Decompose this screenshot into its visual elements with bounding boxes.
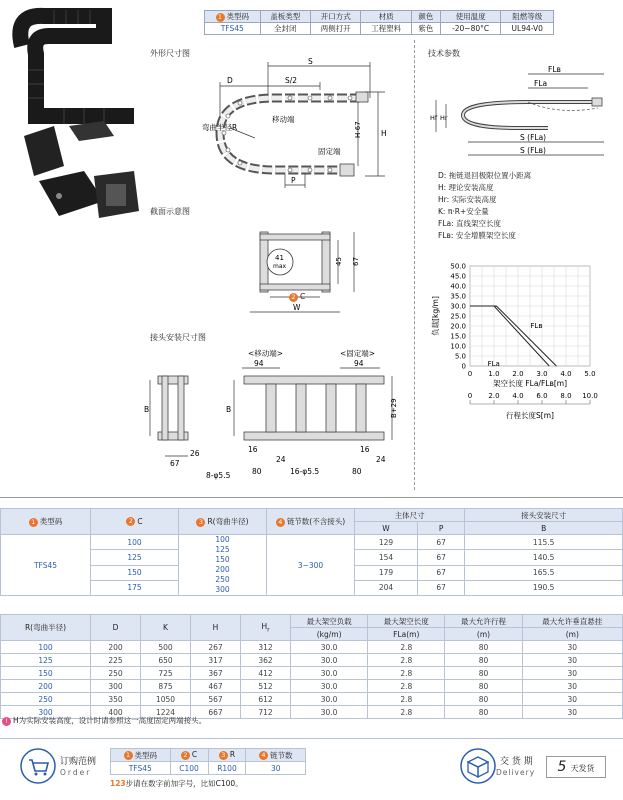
table-cell: 80	[445, 641, 522, 654]
spec-header: 使用温度	[440, 11, 501, 23]
dim-P: P	[291, 176, 296, 185]
x-tick-label: 2.0	[512, 370, 524, 378]
y-tick-label: 0	[461, 362, 466, 371]
dim-S-FLA: S (FLa)	[520, 133, 547, 142]
legend-item: Hr: 实际安装高度	[438, 195, 497, 204]
dim-hole-8: 8-φ5.5	[206, 471, 231, 480]
spec-value: TFS45	[205, 23, 261, 35]
table-cell: 250	[1, 693, 91, 706]
dim-B-left: B	[144, 405, 150, 414]
order-value: R100	[208, 762, 246, 775]
dim-H: H	[381, 129, 387, 138]
t2-unit: (kg/m)	[291, 628, 368, 641]
th-r: 3 R(弯曲半径)	[179, 509, 267, 535]
y-tick-label: 35.0	[450, 292, 466, 301]
table-cell: 30.0	[291, 706, 368, 719]
table-cell: 400	[91, 706, 141, 719]
order-value: TFS45	[111, 762, 171, 775]
table-cell: 875	[141, 680, 191, 693]
cell-p: 67	[417, 550, 464, 565]
table-cell: 317	[191, 654, 241, 667]
table-cell: 225	[91, 654, 141, 667]
tech-section-title: 技术参数	[428, 49, 460, 58]
dim-94-right: 94	[354, 359, 364, 368]
dim-hole-16: 16-φ5.5	[290, 467, 320, 476]
dim-S2: S/2	[285, 76, 298, 85]
legend-item: H: 理论安装高度	[438, 183, 494, 192]
table-cell: 125	[1, 654, 91, 667]
table-row	[1, 654, 623, 667]
legend-item: K: π·R+安全量	[438, 207, 489, 216]
order-table	[110, 748, 306, 775]
t2-unit: (m)	[445, 628, 522, 641]
spec-header-type: 1 类型码	[205, 11, 261, 23]
x-tick-label: 3.0	[536, 370, 548, 378]
y-tick-label: 30.0	[450, 302, 466, 311]
table-cell: 30	[522, 680, 622, 693]
dim-C: 2 C	[289, 292, 305, 302]
table-cell: 2.8	[368, 706, 445, 719]
delivery-title: 交 货 期	[500, 757, 533, 767]
table-cell: 30	[522, 706, 622, 719]
x-tick-label: 1.0	[488, 370, 500, 378]
y-axis-label: 负载[kg/m]	[431, 296, 440, 336]
table-cell: 367	[191, 667, 241, 680]
table-cell: 2.8	[368, 654, 445, 667]
legend-item: FLв: 安全增膜架空长度	[438, 231, 516, 240]
legend-item: FLa: 直线架空长度	[438, 219, 501, 228]
connector-fixed: <固定端>	[340, 349, 376, 358]
spec-value: 紫色	[411, 23, 440, 35]
dim-24-right: 24	[376, 455, 386, 464]
table-cell: 30	[522, 654, 622, 667]
t2-head: 最大架空负载	[291, 615, 368, 628]
t2-head: H	[191, 615, 241, 641]
spec-value: 全封闭	[260, 23, 310, 35]
dim-S: S	[308, 58, 313, 66]
th-b: B	[465, 522, 623, 535]
dim-94-left: 94	[254, 359, 264, 368]
th-p: P	[417, 522, 464, 535]
dim-D: D	[227, 76, 233, 85]
table-row	[1, 680, 623, 693]
table-cell: 150	[1, 667, 91, 680]
cell-type: TFS45	[1, 535, 91, 596]
x-tick-label: 4.0	[560, 370, 572, 378]
cell-links: 3~300	[267, 535, 355, 596]
table-cell: 2.8	[368, 667, 445, 680]
table-cell: 612	[241, 693, 291, 706]
y-tick-label: 15.0	[450, 332, 466, 341]
t2-head: 最大允许垂直悬挂	[522, 615, 622, 628]
table-cell: 725	[141, 667, 191, 680]
spec-header: 盖板类型	[260, 11, 310, 23]
connector-section-title: 接头安装尺寸图	[150, 333, 206, 342]
table-cell: 300	[91, 680, 141, 693]
cable-max-value: 41	[275, 254, 284, 262]
y-tick-label: 25.0	[450, 312, 466, 321]
t2-head: K	[141, 615, 191, 641]
table-cell: 250	[91, 667, 141, 680]
cell-p: 67	[417, 535, 464, 550]
order-value: 30	[246, 762, 306, 775]
spec-table-2	[0, 614, 623, 719]
cell-w: 154	[355, 550, 418, 565]
dim-24-left: 24	[276, 455, 286, 464]
outline-section-title: 外形尺寸图	[150, 49, 190, 58]
table-cell: 80	[445, 667, 522, 680]
table-cell: 30.0	[291, 641, 368, 654]
cell-w: 129	[355, 535, 418, 550]
dim-67: 67	[352, 257, 360, 266]
cell-c: 175	[91, 580, 179, 595]
t2-unit: FLa(m)	[368, 628, 445, 641]
th-type: 1 类型码	[1, 509, 91, 535]
cart-icon	[20, 748, 56, 784]
spec-value: -20~80°C	[440, 23, 501, 35]
order-title: 订购范例	[60, 757, 97, 767]
table-cell: 30	[522, 693, 622, 706]
order-head: 1 类型码	[111, 749, 171, 762]
legend-item: D: 拖链退回极限位置小距离	[438, 171, 532, 180]
x-axis-label: 架空长度 FLa/FLв[m]	[492, 379, 568, 388]
connector-moving: <移动端>	[248, 349, 284, 358]
x2-axis-label: 行程长度S[m]	[506, 411, 554, 420]
table-cell: 30.0	[291, 667, 368, 680]
order-head: 2 C	[170, 749, 208, 762]
y-tick-label: 40.0	[450, 282, 466, 291]
table-cell: 267	[191, 641, 241, 654]
x2-tick-label: 10.0	[582, 392, 598, 400]
order-note: 123步请在数字前加字号，比如C100。	[110, 779, 243, 788]
install-note: ! H为实际安装高度，设计时请参照这一高度固定两端接头。	[2, 715, 206, 726]
table-cell: 2.8	[368, 693, 445, 706]
t2-head: D	[91, 615, 141, 641]
series-label: FLa	[487, 360, 500, 368]
table-cell: 80	[445, 693, 522, 706]
x2-tick-label: 0	[467, 392, 473, 400]
order-value: C100	[170, 762, 208, 775]
cell-c: 125	[91, 550, 179, 565]
dim-FLB: FLв	[548, 65, 561, 74]
table-row	[1, 641, 623, 654]
moving-end-label: 移动端	[272, 115, 295, 124]
dim-B-main: B	[226, 405, 232, 414]
table-cell: 467	[191, 680, 241, 693]
dim-80-left: 80	[252, 467, 262, 476]
t2-head: $H_r$	[241, 615, 291, 641]
spec-value: UL94-V0	[501, 23, 554, 35]
table-cell: 567	[191, 693, 241, 706]
cell-c: 100	[91, 535, 179, 550]
table-cell: 200	[1, 680, 91, 693]
cable-max-unit: max	[273, 263, 287, 270]
dim-H67: H-67	[354, 121, 362, 138]
cell-w: 179	[355, 565, 418, 580]
x2-tick-label: 6.0	[536, 392, 548, 400]
table-cell: 1050	[141, 693, 191, 706]
table-cell: 80	[445, 680, 522, 693]
cell-p: 67	[417, 565, 464, 580]
th-body: 主体尺寸	[355, 509, 465, 522]
delivery-badge: 5 天发货	[546, 756, 606, 778]
spec-header: 材质	[361, 11, 411, 23]
table-cell: 667	[191, 706, 241, 719]
y-tick-label: 20.0	[450, 322, 466, 331]
y-tick-label: 45.0	[450, 272, 466, 281]
dim-FLA: FLa	[534, 79, 548, 88]
dim-16-right: 16	[360, 445, 370, 454]
y-tick-label: 50.0	[450, 262, 466, 271]
table-cell: 362	[241, 654, 291, 667]
x2-tick-label: 2.0	[488, 392, 500, 400]
th-connector: 接头安装尺寸	[465, 509, 623, 522]
cell-c: 150	[91, 565, 179, 580]
table-cell: 500	[141, 641, 191, 654]
series-label: FLв	[530, 322, 543, 330]
t2-unit: (m)	[522, 628, 622, 641]
spec-header: 阻燃等级	[501, 11, 554, 23]
dim-80-right: 80	[352, 467, 362, 476]
cell-w: 204	[355, 580, 418, 595]
th-c: 2 C	[91, 509, 179, 535]
cell-r-list: 100 125 150 200 250 300	[179, 535, 267, 596]
x2-tick-label: 8.0	[560, 392, 572, 400]
y-tick-label: 10.0	[450, 342, 466, 351]
cross-section-title: 截面示意图	[150, 207, 190, 216]
t2-head: 最大架空长度	[368, 615, 445, 628]
dim-45: 45	[335, 257, 343, 266]
spec-header: 开口方式	[310, 11, 360, 23]
spec-header: 颜色	[411, 11, 440, 23]
fixed-end-label: 固定端	[318, 147, 341, 156]
table-cell: 30	[522, 667, 622, 680]
cell-b: 140.5	[465, 550, 623, 565]
table-cell: 30.0	[291, 680, 368, 693]
table-row	[1, 667, 623, 680]
table-cell: 1224	[141, 706, 191, 719]
dim-W: W	[293, 303, 301, 312]
table-cell: 80	[445, 706, 522, 719]
th-w: W	[355, 522, 418, 535]
table-row	[1, 693, 623, 706]
bend-radius-label: 弯曲半径R	[202, 123, 238, 132]
cell-p: 67	[417, 580, 464, 595]
dim-Hf: Hf	[430, 114, 438, 122]
order-head: 4 链节数	[246, 749, 306, 762]
table-cell: 100	[1, 641, 91, 654]
x-tick-label: 0	[467, 370, 473, 378]
table-cell: 412	[241, 667, 291, 680]
x2-tick-label: 4.0	[512, 392, 524, 400]
table-cell: 80	[445, 654, 522, 667]
delivery-subtitle: Delivery	[496, 768, 536, 777]
table-cell: 30.0	[291, 693, 368, 706]
t2-head: R(弯曲半径)	[1, 615, 91, 641]
table-cell: 512	[241, 680, 291, 693]
dim-S-FLB: S (FLв)	[520, 146, 546, 155]
th-links: 4 链节数(不含接头)	[267, 509, 355, 535]
dim-Hr: Hr	[440, 114, 448, 122]
t2-head: 最大允许行程	[445, 615, 522, 628]
order-subtitle: Order	[60, 768, 92, 777]
table-cell: 312	[241, 641, 291, 654]
dim-16-left: 16	[248, 445, 258, 454]
order-head: 3 R	[208, 749, 246, 762]
spec-value: 两侧打开	[310, 23, 360, 35]
table-cell: 350	[91, 693, 141, 706]
delivery-box-icon	[460, 748, 496, 784]
dim-67-conn: 67	[170, 459, 180, 468]
cell-b: 115.5	[465, 535, 623, 550]
dim-26: 26	[190, 449, 200, 458]
main-table	[0, 508, 623, 596]
table-cell: 2.8	[368, 680, 445, 693]
table-cell: 300	[1, 706, 91, 719]
table-cell: 30	[522, 641, 622, 654]
table-cell: 2.8	[368, 641, 445, 654]
cell-b: 165.5	[465, 565, 623, 580]
table-cell: 712	[241, 706, 291, 719]
dim-B29: B+29	[390, 398, 398, 418]
x-tick-label: 5.0	[584, 370, 596, 378]
cell-b: 190.5	[465, 580, 623, 595]
table-cell: 30.0	[291, 654, 368, 667]
y-tick-label: 5.0	[454, 352, 466, 361]
table-cell: 200	[91, 641, 141, 654]
spec-value: 工程塑料	[361, 23, 411, 35]
table-cell: 650	[141, 654, 191, 667]
